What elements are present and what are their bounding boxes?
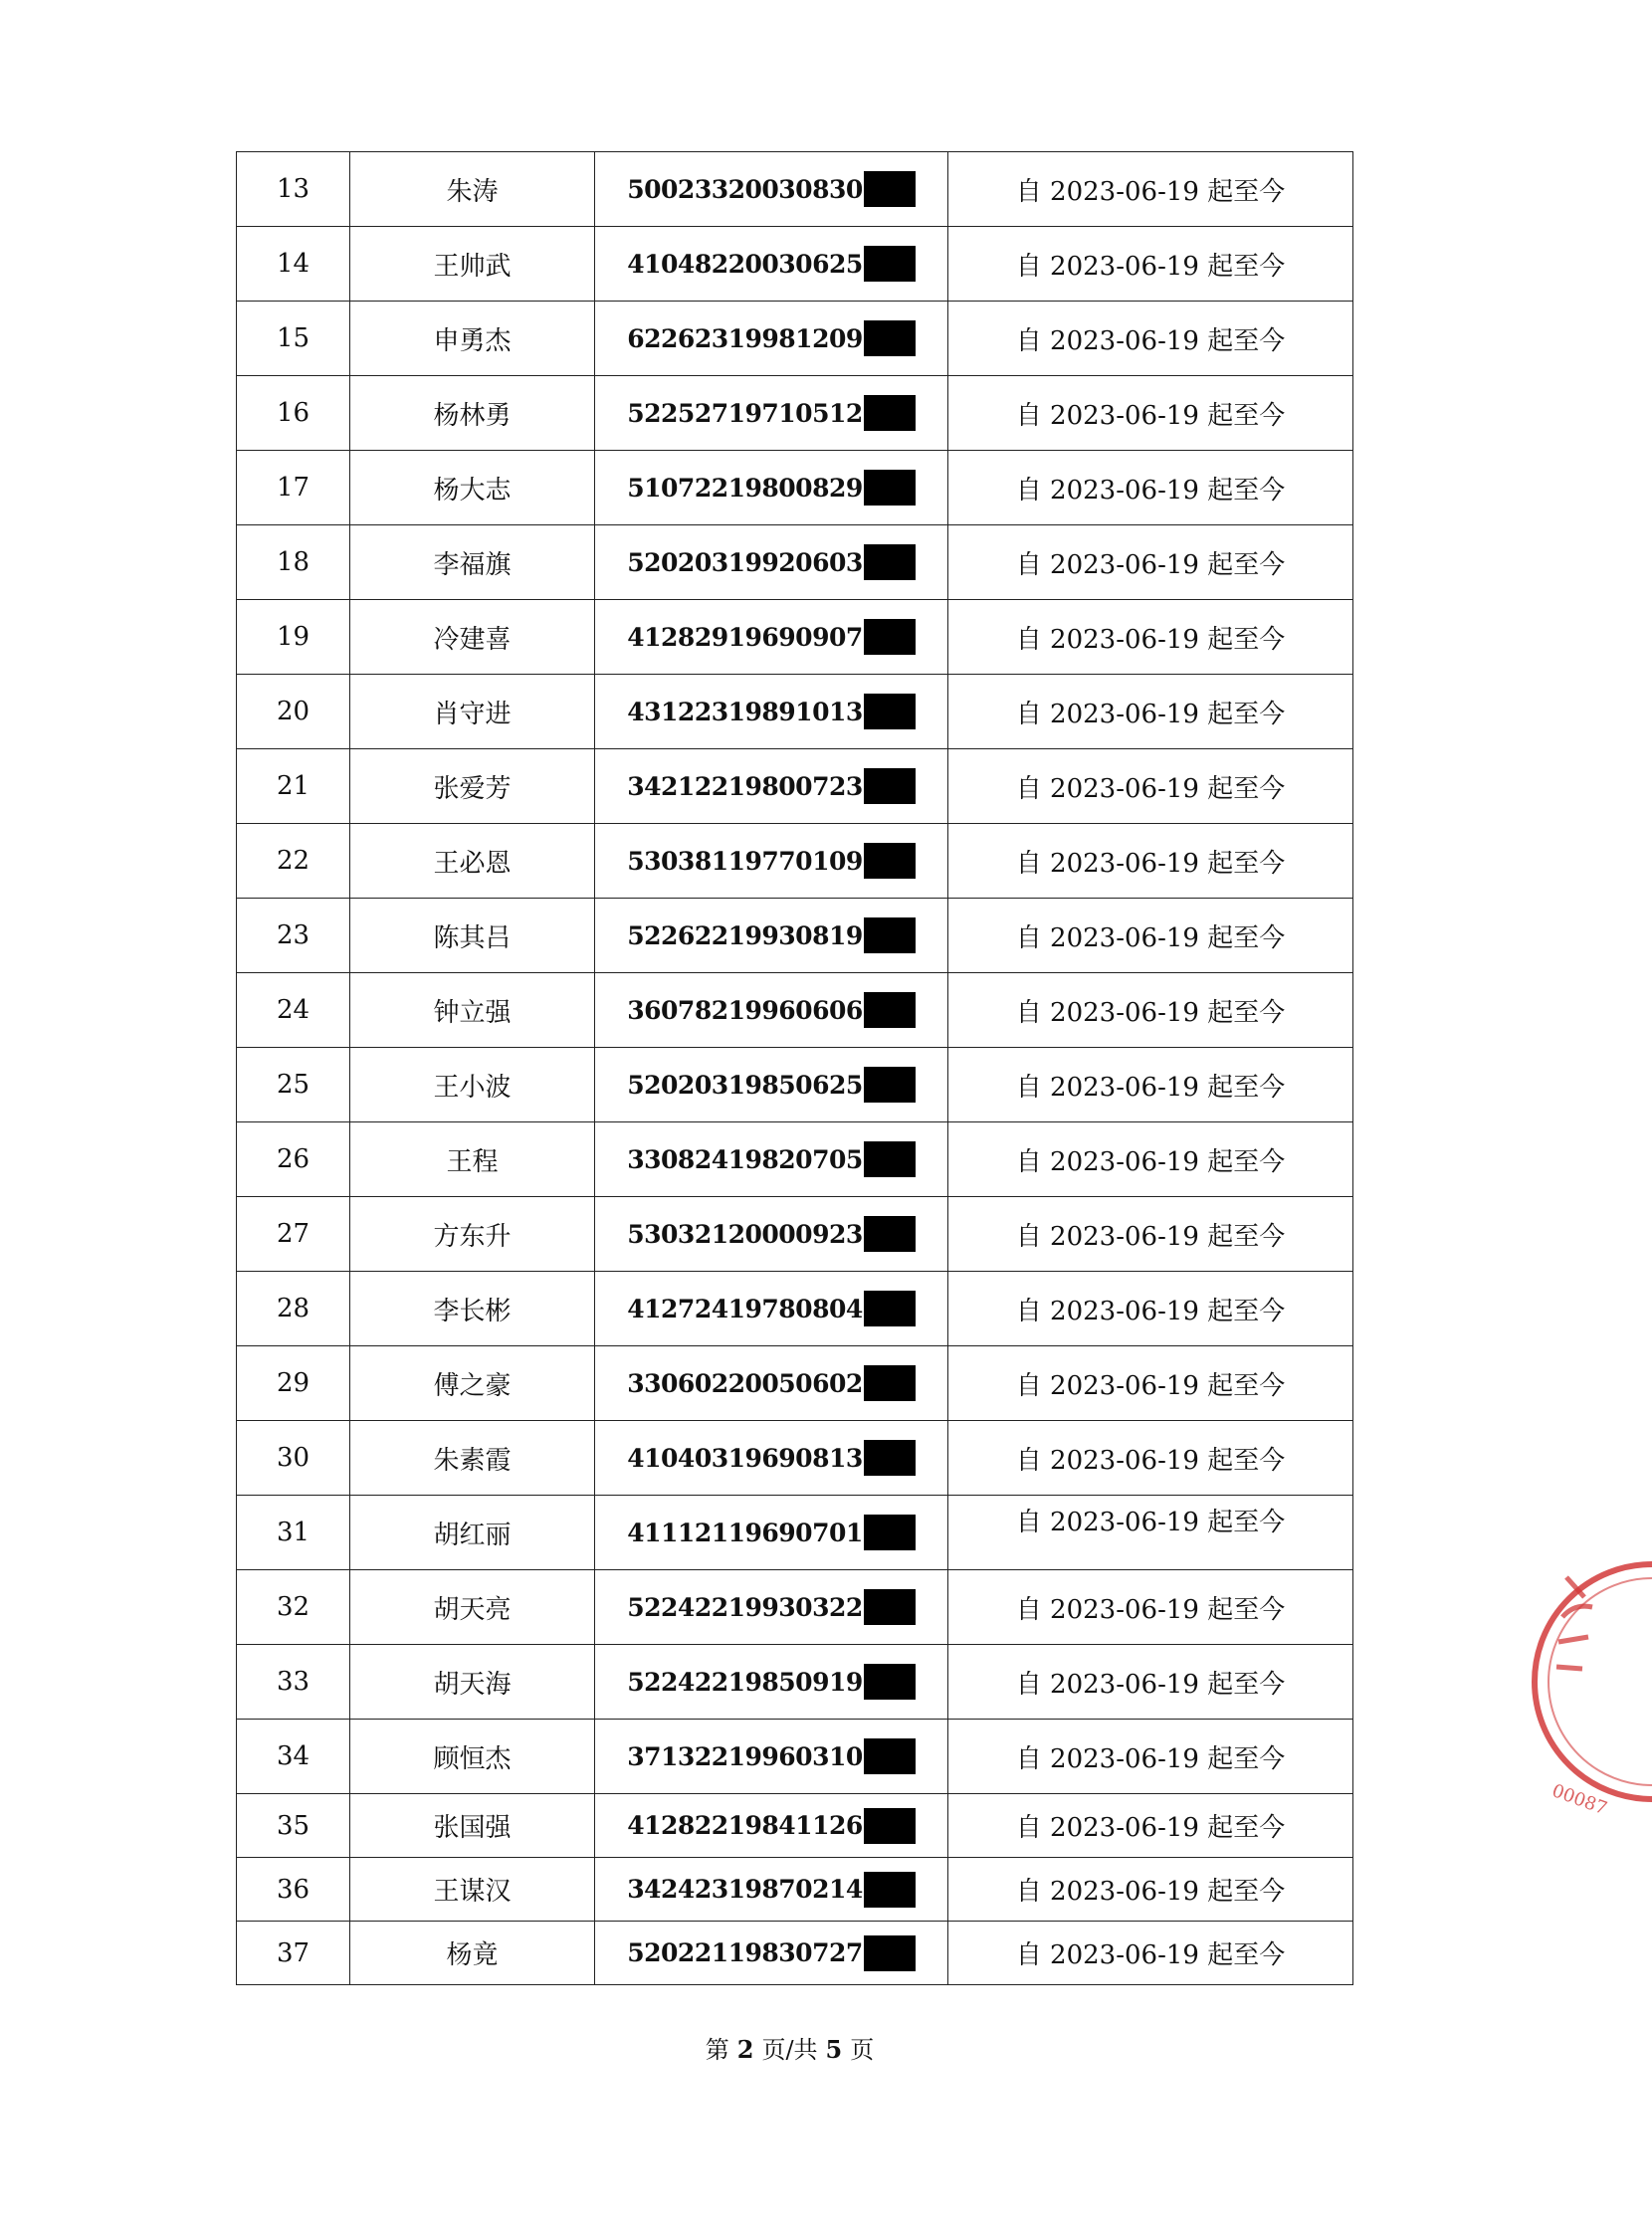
- id-number-cell: [595, 152, 948, 227]
- redaction-block: [864, 470, 916, 506]
- person-name: 冷建喜: [350, 600, 595, 675]
- row-number: 25: [237, 1048, 350, 1122]
- person-name: 张爱芳: [350, 749, 595, 824]
- table-row: [237, 1346, 1353, 1421]
- redaction-block: [864, 1935, 916, 1971]
- period: 自 2023-06-19 起至今: [948, 1570, 1353, 1645]
- table-row: [237, 1122, 1353, 1197]
- row-number: 33: [237, 1645, 350, 1720]
- person-name: 申勇杰: [350, 302, 595, 376]
- table-row: [237, 1720, 1353, 1794]
- table-row: [237, 152, 1353, 227]
- id-number-cell: [595, 1048, 948, 1122]
- id-number-cell: [595, 899, 948, 973]
- id-number-cell: [595, 376, 948, 451]
- table-row: [237, 376, 1353, 451]
- id-number: 52242219850919: [627, 1667, 863, 1697]
- row-number: 32: [237, 1570, 350, 1645]
- row-number: 21: [237, 749, 350, 824]
- id-number-cell: [595, 600, 948, 675]
- id-number-cell: [595, 1645, 948, 1720]
- row-number: 13: [237, 152, 350, 227]
- person-name: 胡天亮: [350, 1570, 595, 1645]
- id-number: 41272419780804: [627, 1294, 863, 1323]
- row-number: 30: [237, 1421, 350, 1496]
- id-number: 52022119830727: [627, 1938, 863, 1967]
- row-number: 14: [237, 227, 350, 302]
- id-number: 53032120000923: [627, 1219, 863, 1249]
- period: 自 2023-06-19 起至今: [948, 451, 1353, 525]
- period: 自 2023-06-19 起至今: [948, 1496, 1353, 1570]
- period: 自 2023-06-19 起至今: [948, 525, 1353, 600]
- id-number: 62262319981209: [627, 323, 863, 353]
- person-name: 胡天海: [350, 1645, 595, 1720]
- period: 自 2023-06-19 起至今: [948, 1048, 1353, 1122]
- id-number-cell: [595, 1122, 948, 1197]
- row-number: 23: [237, 899, 350, 973]
- id-number: 37132219960310: [627, 1741, 863, 1771]
- id-number: 52252719710512: [627, 398, 863, 428]
- id-number: 41048220030625: [627, 249, 863, 279]
- id-number: 34212219800723: [627, 771, 863, 801]
- table-row: [237, 1197, 1353, 1272]
- row-number: 15: [237, 302, 350, 376]
- table-row: [237, 1272, 1353, 1346]
- period: 自 2023-06-19 起至今: [948, 1346, 1353, 1421]
- table-row: [237, 227, 1353, 302]
- table-row: [237, 675, 1353, 749]
- id-number: 52020319850625: [627, 1070, 863, 1100]
- person-name: 王小波: [350, 1048, 595, 1122]
- period: 自 2023-06-19 起至今: [948, 1720, 1353, 1794]
- period: 自 2023-06-19 起至今: [948, 1272, 1353, 1346]
- id-number-cell: [595, 1858, 948, 1922]
- person-name: 胡红丽: [350, 1496, 595, 1570]
- id-number: 41040319690813: [627, 1443, 863, 1473]
- redaction-block: [864, 1808, 916, 1844]
- id-number: 33082419820705: [627, 1144, 863, 1174]
- person-name: 王谋汉: [350, 1858, 595, 1922]
- table-row: [237, 973, 1353, 1048]
- row-number: 16: [237, 376, 350, 451]
- table-row: [237, 1922, 1353, 1985]
- person-name: 钟立强: [350, 973, 595, 1048]
- person-name: 顾恒杰: [350, 1720, 595, 1794]
- redaction-block: [864, 320, 916, 356]
- id-number-cell: [595, 1922, 948, 1985]
- period: 自 2023-06-19 起至今: [948, 1421, 1353, 1496]
- redaction-block: [864, 246, 916, 282]
- id-number-cell: [595, 302, 948, 376]
- row-number: 29: [237, 1346, 350, 1421]
- page-footer: [0, 2030, 1579, 2065]
- period: 自 2023-06-19 起至今: [948, 973, 1353, 1048]
- personnel-table: [236, 151, 1353, 1985]
- person-name: 杨大志: [350, 451, 595, 525]
- row-number: 28: [237, 1272, 350, 1346]
- redaction-block: [864, 694, 916, 729]
- row-number: 34: [237, 1720, 350, 1794]
- person-name: 王必恩: [350, 824, 595, 899]
- redaction-block: [864, 1365, 916, 1401]
- person-name: 肖守进: [350, 675, 595, 749]
- row-number: 27: [237, 1197, 350, 1272]
- table-row: [237, 525, 1353, 600]
- id-number: 52262219930819: [627, 920, 863, 950]
- redaction-block: [864, 619, 916, 655]
- id-number: 41282219841126: [627, 1811, 863, 1840]
- id-number: 52242219930322: [627, 1592, 863, 1622]
- period: 自 2023-06-19 起至今: [948, 824, 1353, 899]
- redaction-block: [864, 1589, 916, 1625]
- id-number: 52020319920603: [627, 547, 863, 577]
- row-number: 35: [237, 1794, 350, 1858]
- row-number: 20: [237, 675, 350, 749]
- redaction-block: [864, 544, 916, 580]
- row-number: 18: [237, 525, 350, 600]
- redaction-block: [864, 171, 916, 207]
- id-number: 36078219960606: [627, 995, 863, 1025]
- redaction-block: [864, 1440, 916, 1476]
- id-number: 43122319891013: [627, 697, 863, 726]
- person-name: 王程: [350, 1122, 595, 1197]
- id-number-cell: [595, 451, 948, 525]
- table-row: [237, 824, 1353, 899]
- total-page-number: 5: [825, 2035, 843, 2064]
- person-name: 朱涛: [350, 152, 595, 227]
- row-number: 19: [237, 600, 350, 675]
- table-row: [237, 1421, 1353, 1496]
- person-name: 杨竟: [350, 1922, 595, 1985]
- stamp-number: 00087: [1549, 1780, 1610, 1820]
- footer-suffix: 页: [850, 2036, 875, 2064]
- table-body: [237, 152, 1353, 1985]
- person-name: 王帅武: [350, 227, 595, 302]
- footer-prefix: 第: [705, 2036, 729, 2064]
- period: 自 2023-06-19 起至今: [948, 1794, 1353, 1858]
- period: 自 2023-06-19 起至今: [948, 1645, 1353, 1720]
- redaction-block: [864, 1515, 916, 1550]
- table-row: [237, 1048, 1353, 1122]
- period: 自 2023-06-19 起至今: [948, 376, 1353, 451]
- person-name: 傅之豪: [350, 1346, 595, 1421]
- id-number: 53038119770109: [627, 846, 863, 876]
- id-number-cell: [595, 1421, 948, 1496]
- table-row: [237, 451, 1353, 525]
- table-row: [237, 1645, 1353, 1720]
- redaction-block: [864, 843, 916, 879]
- person-name: 李福旗: [350, 525, 595, 600]
- id-number-cell: [595, 749, 948, 824]
- id-number: 34242319870214: [627, 1875, 863, 1904]
- redaction-block: [864, 1067, 916, 1103]
- period: 自 2023-06-19 起至今: [948, 675, 1353, 749]
- table-row: [237, 749, 1353, 824]
- redaction-block: [864, 395, 916, 431]
- id-number-cell: [595, 1794, 948, 1858]
- id-number-cell: [595, 1720, 948, 1794]
- row-number: 24: [237, 973, 350, 1048]
- person-name: 张国强: [350, 1794, 595, 1858]
- row-number: 36: [237, 1858, 350, 1922]
- redaction-block: [864, 1738, 916, 1774]
- redaction-block: [864, 768, 916, 804]
- id-number-cell: [595, 1346, 948, 1421]
- period: 自 2023-06-19 起至今: [948, 899, 1353, 973]
- row-number: 31: [237, 1496, 350, 1570]
- redaction-block: [864, 992, 916, 1028]
- table-row: [237, 899, 1353, 973]
- table-row: [237, 302, 1353, 376]
- row-number: 22: [237, 824, 350, 899]
- period: 自 2023-06-19 起至今: [948, 302, 1353, 376]
- table-row: [237, 1858, 1353, 1922]
- period: 自 2023-06-19 起至今: [948, 152, 1353, 227]
- id-number-cell: [595, 525, 948, 600]
- person-name: 杨林勇: [350, 376, 595, 451]
- id-number: 41112119690701: [627, 1518, 863, 1547]
- id-number-cell: [595, 1272, 948, 1346]
- table-row: [237, 1794, 1353, 1858]
- id-number-cell: [595, 227, 948, 302]
- id-number-cell: [595, 1570, 948, 1645]
- period: 自 2023-06-19 起至今: [948, 600, 1353, 675]
- redaction-block: [864, 1291, 916, 1326]
- period: 自 2023-06-19 起至今: [948, 749, 1353, 824]
- person-name: 陈其吕: [350, 899, 595, 973]
- id-number: 50023320030830: [627, 174, 863, 204]
- redaction-block: [864, 1141, 916, 1177]
- period: 自 2023-06-19 起至今: [948, 227, 1353, 302]
- id-number-cell: [595, 1496, 948, 1570]
- table-row: [237, 1570, 1353, 1645]
- person-name: 朱素霞: [350, 1421, 595, 1496]
- table-row: [237, 600, 1353, 675]
- period: 自 2023-06-19 起至今: [948, 1858, 1353, 1922]
- person-name: 方东升: [350, 1197, 595, 1272]
- id-number-cell: [595, 824, 948, 899]
- row-number: 17: [237, 451, 350, 525]
- person-name: 李长彬: [350, 1272, 595, 1346]
- redaction-block: [864, 1664, 916, 1700]
- redaction-block: [864, 917, 916, 953]
- footer-middle: 页/共: [761, 2036, 818, 2064]
- row-number: 26: [237, 1122, 350, 1197]
- current-page-number: 2: [736, 2035, 754, 2064]
- table-row: [237, 1496, 1353, 1570]
- period: 自 2023-06-19 起至今: [948, 1122, 1353, 1197]
- id-number-cell: [595, 675, 948, 749]
- period: 自 2023-06-19 起至今: [948, 1197, 1353, 1272]
- id-number: 41282919690907: [627, 622, 863, 652]
- redaction-block: [864, 1872, 916, 1908]
- redaction-block: [864, 1216, 916, 1252]
- official-seal-stamp: [1523, 1518, 1652, 1846]
- id-number: 33060220050602: [627, 1368, 863, 1398]
- id-number: 51072219800829: [627, 473, 863, 503]
- id-number-cell: [595, 1197, 948, 1272]
- period: 自 2023-06-19 起至今: [948, 1922, 1353, 1985]
- id-number-cell: [595, 973, 948, 1048]
- row-number: 37: [237, 1922, 350, 1985]
